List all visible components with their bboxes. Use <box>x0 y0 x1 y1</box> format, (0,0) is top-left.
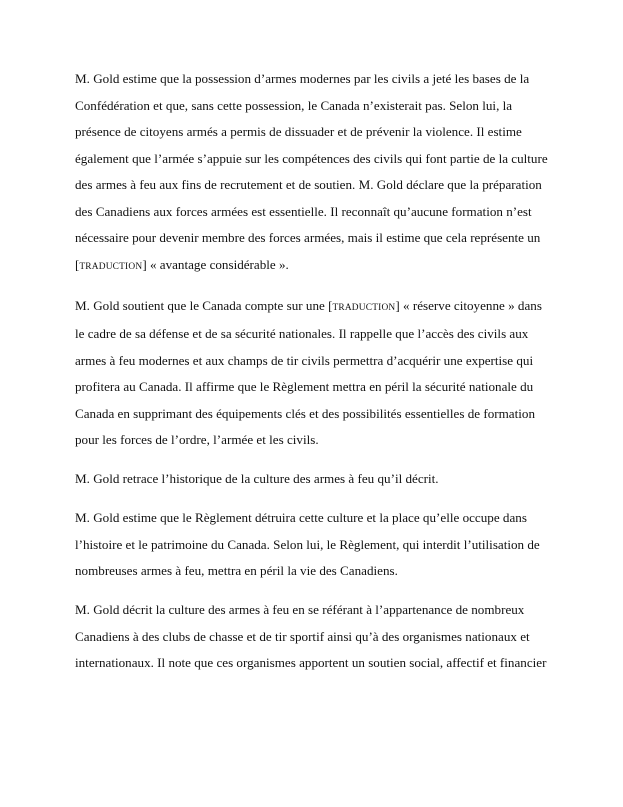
text-line: armes à feu modernes et aux champs de tir civils permettra d’acquérir une expertise qui <box>75 352 534 368</box>
text-line: Confédération et que, sans cette possession, le Canada n’existerait pas. Selon lui, la <box>75 97 513 113</box>
text-line: des Canadiens aux forces armées est essentielle. Il reconnaît qu’aucune formation n’est <box>75 203 532 219</box>
text-segment: ] « avantage considérable ». <box>142 256 289 272</box>
paragraph-2 <box>75 293 555 454</box>
text-line: M. Gold estime que la possession d’armes modernes par les civils a jeté les bases de la <box>75 71 530 86</box>
paragraph-5 <box>75 597 555 677</box>
paragraph-1 <box>75 66 555 280</box>
text-line: Canadiens à des clubs de chasse et de tir sportif ainsi qu’à des organismes nationaux et <box>75 628 530 644</box>
paragraph-4 <box>75 505 555 585</box>
text-line: M. Gold retrace l’historique de la culture des armes à feu qu’il décrit. <box>75 471 439 486</box>
text-line: présence de citoyens armés a permis de dissuader et de prévenir la violence. Il estime <box>75 124 522 139</box>
text-line: le cadre de sa défense et de sa sécurité nationales. Il rappelle que l’accès des civils aux <box>75 326 529 341</box>
translation-tag: TRADUCTION <box>79 261 143 272</box>
text-line: des armes à feu aux fins de recrutement et de soutien. M. Gold déclare que la préparation <box>75 177 542 192</box>
text-line: M. Gold décrit la culture des armes à feu en se référant à l’appartenance de nombreux <box>75 602 525 617</box>
translation-tag: TRADUCTION <box>332 302 396 313</box>
text-line: pour les forces de l’ordre, l’armée et les civils. <box>75 432 319 447</box>
text-line: également que l’armée s’appuie sur les compétences des civils qui font partie de la culture <box>75 150 548 166</box>
text-line: internationaux. Il note que ces organismes apportent un soutien social, affectif et financier <box>75 655 547 670</box>
text-line: nombreuses armes à feu, mettra en péril la vie des Canadiens. <box>75 563 398 578</box>
text-line: nécessaire pour devenir membre des forces armées, mais il estime que cela représente un <box>75 230 541 245</box>
document-body <box>75 66 555 689</box>
paragraph-3 <box>75 466 555 493</box>
text-line <box>75 252 555 281</box>
text-line: Canada en supprimant des équipements clés et des possibilités essentielles de formation <box>75 405 535 421</box>
text-line: M. Gold estime que le Règlement détruira cette culture et la place qu’elle occupe dans <box>75 510 527 525</box>
text-segment: ] « réserve citoyenne » dans <box>395 297 542 313</box>
text-line <box>75 293 555 322</box>
text-line: l’histoire et le patrimoine du Canada. Selon lui, le Règlement, qui interdit l’utilisation de <box>75 536 540 552</box>
bracket-open: [ <box>75 256 80 272</box>
text-line: profitera au Canada. Il affirme que le Règlement mettra en péril la sécurité nationale du <box>75 379 534 394</box>
text-segment: M. Gold soutient que le Canada compte sur une [ <box>75 297 333 313</box>
